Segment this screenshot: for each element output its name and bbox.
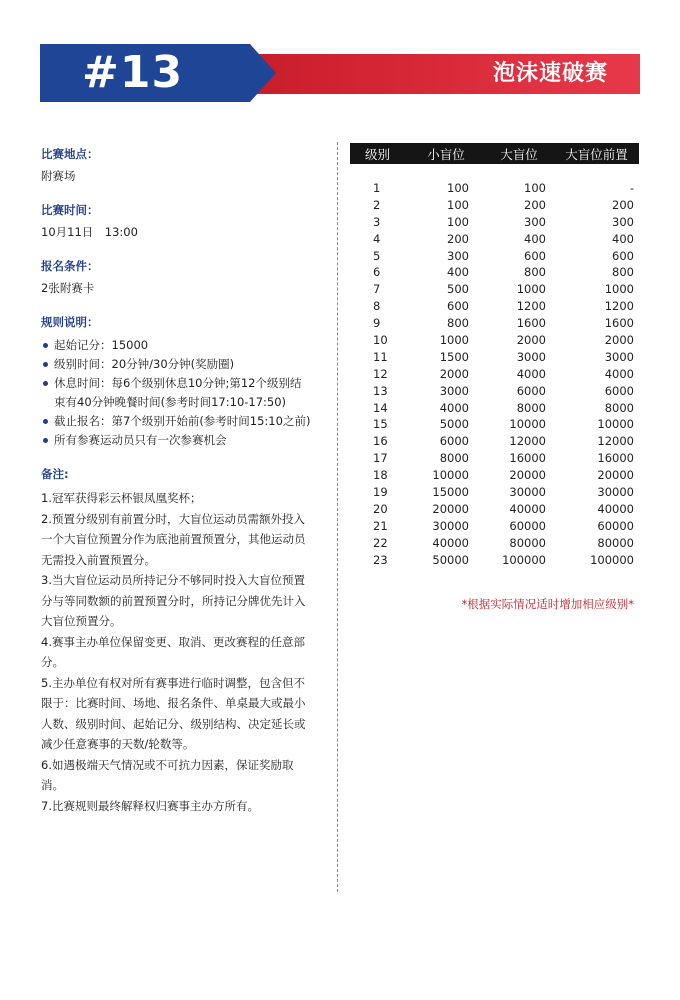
cell-big-blind: 1000 — [516, 282, 546, 297]
table-body — [350, 180, 639, 568]
rule-item: 截止报名：第7个级别开始前(参考时间15:10之前) — [41, 412, 311, 431]
cell-level: 5 — [373, 248, 381, 263]
cell-bb-ante: 800 — [612, 265, 634, 280]
column-divider — [337, 142, 338, 892]
time-label: 比赛时间： — [41, 203, 99, 217]
cell-bb-ante: 1000 — [604, 282, 634, 297]
cell-small-blind: 5000 — [439, 417, 469, 432]
cell-big-blind: 800 — [524, 265, 546, 280]
cell-big-blind: 2000 — [516, 333, 546, 348]
rule-item: 所有参赛运动员只有一次参赛机会 — [41, 431, 311, 450]
cell-bb-ante: 8000 — [604, 400, 634, 415]
cell-level: 15 — [373, 417, 388, 432]
cell-small-blind: 100 — [447, 214, 469, 229]
table-row — [350, 315, 639, 332]
cell-big-blind: 100000 — [502, 552, 546, 567]
cell-big-blind: 4000 — [516, 366, 546, 381]
table-row — [350, 248, 639, 265]
table-row — [350, 332, 639, 349]
cell-bb-ante: 6000 — [604, 383, 634, 398]
cell-big-blind: 6000 — [516, 383, 546, 398]
cell-small-blind: 40000 — [432, 535, 469, 550]
table-footnote: *根据实际情况适时增加相应级别* — [461, 597, 634, 611]
cell-bb-ante: - — [629, 181, 634, 195]
cell-bb-ante: 200 — [612, 197, 634, 212]
banner-arrow — [250, 44, 276, 102]
note-item: 2.预置分级别有前置分时，大盲位运动员需额外投入一个大盲位预置分作为底池前置预置分，其他运动员无需投入前置预置分。 — [41, 511, 306, 567]
table-row — [350, 231, 639, 248]
cell-small-blind: 50000 — [432, 552, 469, 567]
cell-bb-ante: 30000 — [597, 485, 634, 500]
cell-level: 19 — [373, 485, 388, 500]
cell-bb-ante: 12000 — [597, 434, 634, 449]
cell-level: 14 — [373, 400, 388, 415]
cell-small-blind: 1000 — [439, 333, 469, 348]
cell-level: 8 — [373, 299, 381, 314]
event-title: 泡沫速破赛 — [492, 61, 608, 86]
event-info — [41, 146, 311, 816]
cell-level: 3 — [373, 214, 381, 229]
cell-big-blind: 80000 — [509, 535, 546, 550]
table-row — [350, 484, 639, 501]
note-item: 4.赛事主办单位保留变更、取消、更改赛程的任意部分。 — [41, 634, 305, 669]
cell-big-blind: 12000 — [509, 434, 546, 449]
rule-item: 起始记分：15000 — [41, 336, 311, 355]
table-row — [350, 197, 639, 214]
cell-small-blind: 2000 — [439, 366, 469, 381]
header-small-blind: 小盲位 — [427, 146, 465, 162]
cell-small-blind: 800 — [447, 316, 469, 331]
note-item: 6.如遇极端天气情况或不可抗力因素，保证奖励取消。 — [41, 757, 294, 792]
table-row — [350, 383, 639, 400]
cell-bb-ante: 300 — [612, 214, 634, 229]
cell-level: 6 — [373, 265, 381, 280]
cell-level: 18 — [373, 468, 388, 483]
cell-level: 22 — [373, 535, 388, 550]
cell-bb-ante: 10000 — [597, 417, 634, 432]
time-value: 10月11日 13:00 — [41, 225, 138, 239]
cell-bb-ante: 400 — [612, 231, 634, 246]
cell-small-blind: 200 — [447, 231, 469, 246]
table-row — [350, 552, 639, 569]
table-row — [350, 349, 639, 366]
cell-level: 4 — [373, 231, 381, 246]
table-row — [350, 433, 639, 450]
table-header — [350, 143, 639, 164]
cell-bb-ante: 40000 — [597, 501, 634, 516]
cell-bb-ante: 600 — [612, 248, 634, 263]
cell-big-blind: 300 — [524, 214, 546, 229]
cell-bb-ante: 2000 — [604, 333, 634, 348]
cell-small-blind: 8000 — [439, 451, 469, 466]
cell-level: 11 — [373, 349, 388, 364]
table-row — [350, 518, 639, 535]
header-banner — [40, 44, 640, 102]
cell-big-blind: 10000 — [509, 417, 546, 432]
table-row — [350, 281, 639, 298]
header-level: 级别 — [365, 146, 391, 162]
cell-big-blind: 600 — [524, 248, 546, 263]
cell-small-blind: 300 — [447, 248, 469, 263]
cell-level: 13 — [373, 383, 388, 398]
rule-item: 级别时间：20分钟/30分钟(奖励圈) — [41, 355, 311, 374]
blind-structure-table — [350, 143, 639, 568]
cell-level: 21 — [373, 518, 388, 533]
header-bb-ante: 大盲位前置 — [565, 146, 628, 162]
cell-big-blind: 40000 — [509, 501, 546, 516]
cell-level: 23 — [373, 552, 388, 567]
cell-small-blind: 15000 — [432, 485, 469, 500]
table-row — [350, 467, 639, 484]
cell-big-blind: 400 — [524, 231, 546, 246]
cell-small-blind: 100 — [447, 181, 469, 195]
cell-bb-ante: 60000 — [597, 518, 634, 533]
cell-level: 7 — [373, 282, 381, 297]
rules-label: 规则说明： — [41, 315, 99, 329]
cell-small-blind: 6000 — [439, 434, 469, 449]
cell-bb-ante: 80000 — [597, 535, 634, 550]
cell-level: 17 — [373, 451, 388, 466]
venue-label: 比赛地点： — [41, 147, 99, 161]
cell-bb-ante: 1200 — [604, 299, 634, 314]
cell-big-blind: 8000 — [516, 400, 546, 415]
cell-level: 1 — [373, 181, 381, 195]
table-row — [350, 400, 639, 417]
event-number: #13 — [82, 47, 184, 98]
cell-level: 16 — [373, 434, 388, 449]
table-row — [350, 416, 639, 433]
table-row — [350, 298, 639, 315]
cell-big-blind: 1600 — [516, 316, 546, 331]
cell-small-blind: 1500 — [439, 349, 469, 364]
cell-level: 12 — [373, 366, 388, 381]
header-big-blind: 大盲位 — [500, 146, 538, 162]
table-row — [350, 501, 639, 518]
cell-small-blind: 100 — [447, 197, 469, 212]
rule-item: 休息时间：每6个级别休息10分钟;第12个级别结束有40分钟晚餐时间(参考时间17:10-17:50) — [41, 374, 311, 412]
cell-big-blind: 60000 — [509, 518, 546, 533]
cell-small-blind: 30000 — [432, 518, 469, 533]
venue-value: 附赛场 — [41, 169, 76, 183]
cell-small-blind: 3000 — [439, 383, 469, 398]
table-row — [350, 535, 639, 552]
cell-bb-ante: 4000 — [604, 366, 634, 381]
note-item: 3.当大盲位运动员所持记分不够同时投入大盲位预置分与等同数额的前置预置分时，所持记分牌优先计入大盲位预置分。 — [41, 573, 306, 628]
cell-small-blind: 600 — [447, 299, 469, 314]
notes-list — [41, 488, 311, 816]
cell-big-blind: 16000 — [509, 451, 546, 466]
rules-list — [41, 336, 311, 450]
entry-value: 2张附赛卡 — [41, 281, 95, 295]
cell-small-blind: 4000 — [439, 400, 469, 415]
cell-small-blind: 20000 — [432, 501, 469, 516]
cell-level: 9 — [373, 316, 381, 331]
cell-level: 20 — [373, 501, 388, 516]
cell-level: 10 — [373, 333, 388, 348]
table-row — [350, 180, 639, 197]
cell-small-blind: 500 — [447, 282, 469, 297]
table-row — [350, 366, 639, 383]
note-item: 1.冠军获得彩云杯银凤凰奖杯； — [41, 491, 202, 505]
note-item: 5.主办单位有权对所有赛事进行临时调整，包含但不限于：比赛时间、场地、报名条件、单桌最大或最小人数、级别时间、起始记分、级别结构、决定延长或减少任意赛事的天数/轮数等。 — [41, 675, 306, 751]
cell-big-blind: 30000 — [509, 485, 546, 500]
notes-label: 备注: — [41, 467, 69, 481]
cell-level: 2 — [373, 197, 381, 212]
cell-big-blind: 200 — [524, 197, 546, 212]
table-row — [350, 450, 639, 467]
cell-big-blind: 3000 — [516, 349, 546, 364]
cell-big-blind: 20000 — [509, 468, 546, 483]
cell-bb-ante: 3000 — [604, 349, 634, 364]
cell-small-blind: 10000 — [432, 468, 469, 483]
cell-small-blind: 400 — [447, 265, 469, 280]
table-row — [350, 214, 639, 231]
cell-bb-ante: 16000 — [597, 451, 634, 466]
table-row — [350, 264, 639, 281]
cell-bb-ante: 20000 — [597, 468, 634, 483]
note-item: 7.比赛规则最终解释权归赛事主办方所有。 — [41, 798, 259, 813]
cell-bb-ante: 100000 — [590, 552, 634, 567]
entry-label: 报名条件： — [41, 259, 99, 273]
cell-bb-ante: 1600 — [604, 316, 634, 331]
cell-big-blind: 100 — [524, 181, 546, 195]
cell-big-blind: 1200 — [516, 299, 546, 314]
